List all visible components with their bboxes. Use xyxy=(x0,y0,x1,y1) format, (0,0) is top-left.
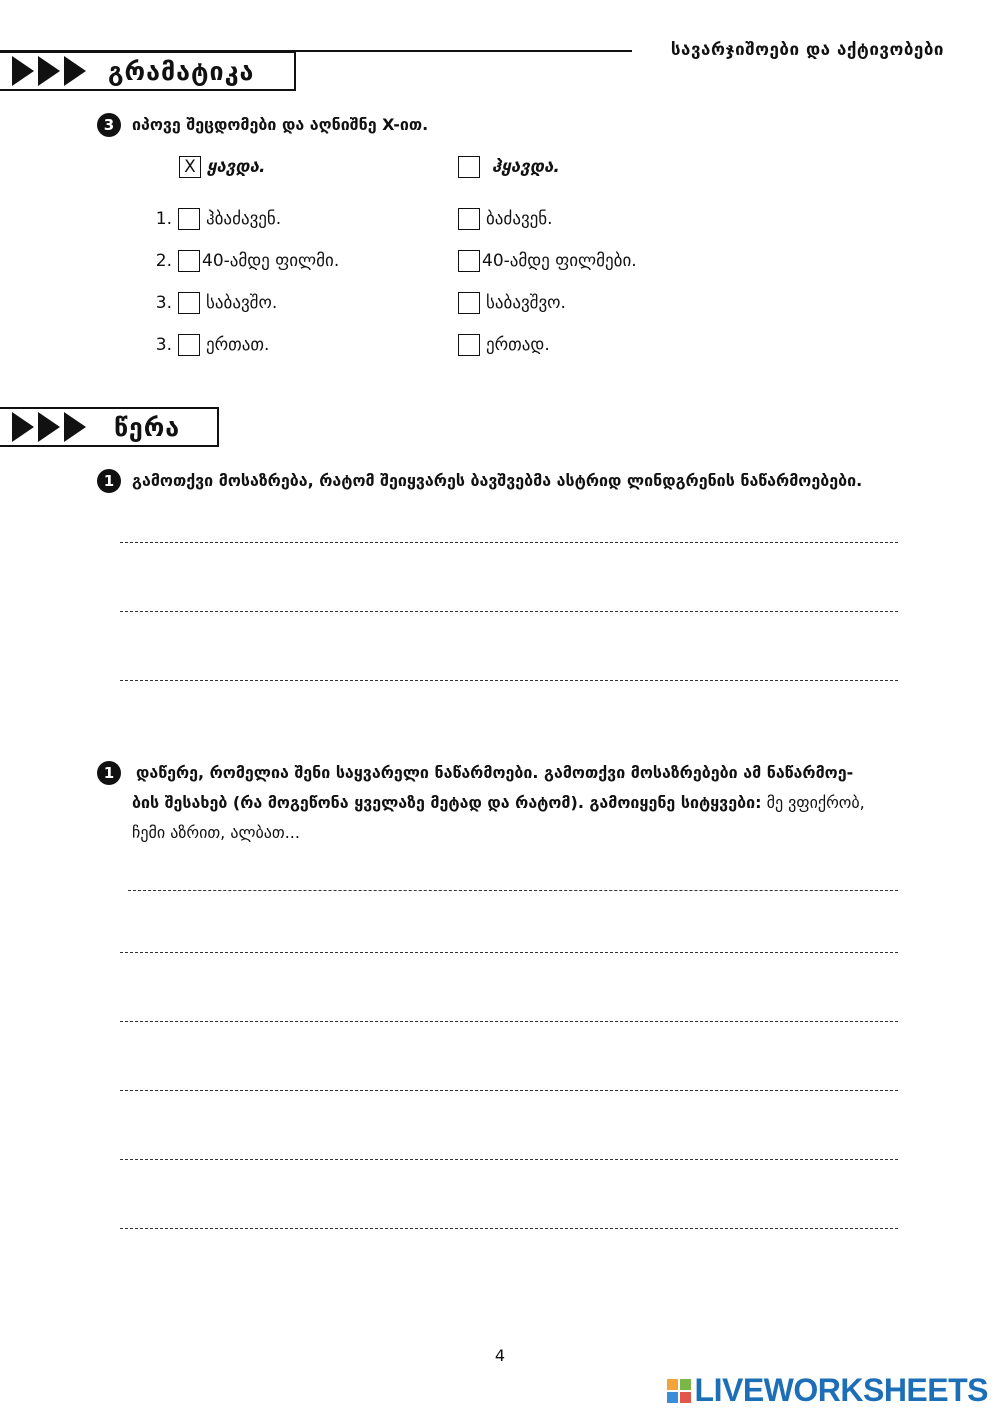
example-left-option xyxy=(179,156,265,178)
brand-text: LIVEWORKSHEETS xyxy=(694,1372,988,1408)
triple-arrow-icon xyxy=(12,412,90,442)
answer-line[interactable] xyxy=(120,1228,898,1229)
option-checkbox[interactable] xyxy=(458,208,480,230)
task-number-badge: 3 xyxy=(97,113,121,137)
x-mark-icon: X xyxy=(184,156,196,177)
option-checkbox[interactable] xyxy=(178,208,200,230)
writing-section-heading xyxy=(0,407,219,447)
writing-task2-instruction: დაწერე, რომელია შენი საყვარელი ნაწარმოები. გამოთქვი მოსაზრებები ამ ნაწარმოე- ბის შესახებ (რა მოგეწონა ყველაზე მეტად და რატომ). გამოიყენე სიტყვები: მე ვფიქრობ, ჩემი აზრით, ალბათ... xyxy=(132,763,865,842)
example-right-option xyxy=(458,156,560,178)
option-checkbox[interactable] xyxy=(178,334,200,356)
writing-section-title: წერა xyxy=(114,412,181,442)
example-left-text: ყავდა. xyxy=(207,157,266,177)
page-number: 4 xyxy=(494,1346,506,1365)
example-checkbox[interactable] xyxy=(458,156,480,178)
list-item: 3. საბავშო. საბავშვო. xyxy=(155,293,566,313)
example-right-text: ჰყავდა. xyxy=(492,157,560,177)
triple-arrow-icon xyxy=(12,56,90,86)
answer-line[interactable] xyxy=(128,890,898,891)
option-checkbox[interactable] xyxy=(458,334,480,356)
task-number-badge: 1 xyxy=(97,469,121,493)
example-checkbox-checked[interactable] xyxy=(179,156,201,178)
answer-line[interactable] xyxy=(120,1090,898,1091)
grammar-items-list xyxy=(150,198,637,366)
option-checkbox[interactable] xyxy=(178,250,200,272)
answer-line[interactable] xyxy=(120,542,898,543)
brand-grid-icon xyxy=(667,1379,691,1403)
grammar-task-instruction: იპოვე შეცდომები და აღნიშნე X-ით. xyxy=(132,115,429,134)
option-checkbox[interactable] xyxy=(458,292,480,314)
list-item: 1. ჰბაძავენ. ბაძავენ. xyxy=(155,209,553,229)
list-item: 2. 40-ამდე ფილმი. 40-ამდე ფილმები. xyxy=(155,251,637,271)
answer-line[interactable] xyxy=(120,680,898,681)
list-item: 3. ერთათ. ერთად. xyxy=(155,335,550,355)
grammar-section-title: გრამატიკა xyxy=(108,56,255,86)
answer-line[interactable] xyxy=(120,611,898,612)
page-header-title: სავარჯიშოები და აქტივობები xyxy=(670,40,944,60)
option-checkbox[interactable] xyxy=(178,292,200,314)
answer-line[interactable] xyxy=(120,952,898,953)
writing-task1-instruction: გამოთქვი მოსაზრება, რატომ შეიყვარეს ბავშვებმა ასტრიდ ლინდგრენის ნაწარმოებები. xyxy=(132,471,863,490)
answer-line[interactable] xyxy=(120,1021,898,1022)
liveworksheets-logo xyxy=(667,1372,988,1409)
answer-line[interactable] xyxy=(120,1159,898,1160)
task-number-badge: 1 xyxy=(97,761,121,785)
option-checkbox[interactable] xyxy=(458,250,480,272)
grammar-section-heading xyxy=(0,51,296,91)
